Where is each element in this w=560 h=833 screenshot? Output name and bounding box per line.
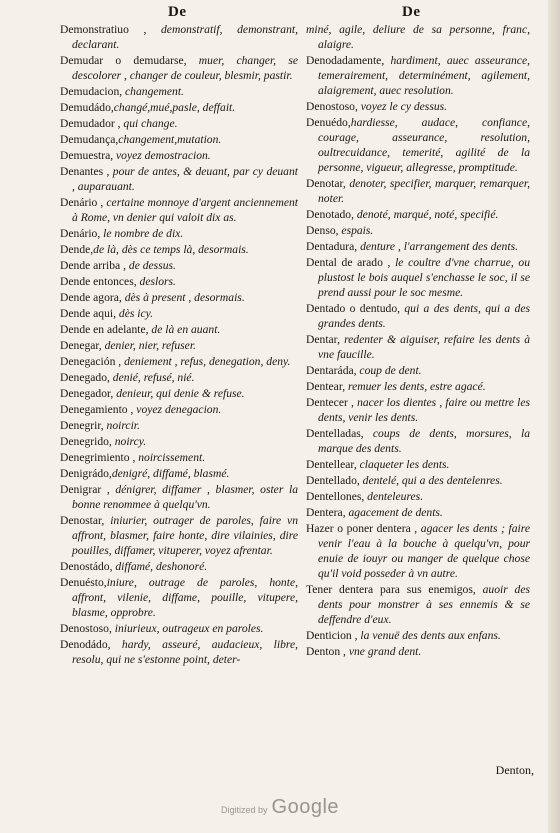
entry-headword: Denigrar , [60,483,110,496]
dictionary-entry [60,338,298,353]
entry-headword: Dentellado, [306,474,360,487]
dictionary-entry [60,434,298,449]
entry-headword: Denostar, [60,514,105,527]
entry-translation: demonstratif, demonstrant, declarant. [72,23,298,51]
dictionary-entry [306,115,530,175]
dictionary-entry [60,290,298,305]
dictionary-entry [306,628,530,643]
dictionary-entry [306,505,530,520]
entry-translation: denier, nier, refuser. [101,339,196,352]
entry-headword: Dentar, [306,333,340,346]
entry-translation: dès icy. [116,307,154,320]
entry-translation: remuer les dents, estre agacé. [345,380,486,393]
dictionary-entry [60,637,298,667]
entry-translation: denoter, specifier, marquer, remarquer, noter. [318,177,530,205]
dictionary-entry [60,559,298,574]
dictionary-entry [306,53,530,98]
dictionary-entry [60,148,298,163]
entry-translation: qui change. [120,117,178,130]
entry-headword: Dentear, [306,380,346,393]
entry-headword: Demudar o demudarse, [60,54,187,67]
entry-translation: espais. [338,224,374,237]
dictionary-entry [60,575,298,620]
entry-headword: Denegación , [60,355,122,368]
entry-translation: nacer los dientes , faire ou mettre les dents, venir les dents. [318,396,530,424]
dictionary-entry [60,258,298,273]
entry-translation: dès à present , desormais. [121,291,245,304]
dictionary-entry [60,53,298,83]
entry-translation: denoté, marqué, noté, specifié. [353,208,499,221]
dictionary-entry [60,242,298,257]
dictionary-entry [60,274,298,289]
entry-translation: dénigrer, diffamer , blasmer, oster la bonne renommee à quelqu'vn. [72,483,298,511]
dictionary-entry [306,255,530,300]
entry-translation: deniement , refus, denegation, deny. [121,355,291,368]
entry-headword: Dende arriba , [60,259,126,272]
entry-headword: Dentellones, [306,490,365,503]
entry-translation: agacement de dents. [345,506,443,519]
running-head-right: De [402,4,421,20]
entry-translation: la venuë des dents aux enfans. [357,629,501,642]
dictionary-entry [60,482,298,512]
dictionary-entry [60,322,298,337]
dictionary-entry [60,116,298,131]
entry-headword: Dentelladas, [306,427,364,440]
dictionary-entry [60,466,298,481]
entry-headword: Denário , [60,196,104,209]
entry-translation: le coultre d'vne charrue, ou plustost le bois auquel s'enchasse le soc, il se prend aussi pour le soc mesme. [318,256,530,299]
dictionary-entry [60,621,298,636]
entry-headword: Denso, [306,224,339,237]
entry-headword: Denegamiento , [60,403,134,416]
google-logo: Google [271,796,340,818]
entry-headword: Dental de arado , [306,256,391,269]
entry-headword: Denostoso, [60,622,112,635]
dictionary-entry [306,395,530,425]
entry-translation: de là, dès ce temps là, desormais. [93,243,249,256]
entry-translation: auoir des dents pour monstrer à ses ennemis & se deffendre d'eux. [318,583,531,626]
dictionary-entry [306,223,530,238]
entry-headword: Denegrido, [60,435,112,448]
entry-translation: agacer les dents ; faire venir l'eau à la bouche à quelqu'vn, pour enuie de iouyr ou manger de quelque chose qu'il void posseder à vn autre. [318,522,530,580]
dictionary-entry [306,457,530,472]
entry-headword: Demudança, [60,133,119,146]
entry-headword: Tener dentera para sus enemigos, [306,583,476,596]
entry-translation: coups de dents, morsures, la marque des dents. [318,427,530,455]
entry-translation: voyez demostracion. [113,149,211,162]
entry-headword: Dende, [60,243,94,256]
entry-translation: vne grand dent. [345,645,422,658]
entry-translation: qui a des dents, qui a des grandes dents. [318,302,530,330]
dictionary-entry [306,644,530,659]
entry-translation: changement. [122,85,184,98]
entry-headword: Dende en adelante, [60,323,149,336]
entry-translation: voyez denegacion. [133,403,222,416]
dictionary-entry [306,521,530,581]
entry-headword: Denegador, [60,387,114,400]
entry-translation: pour de antes, & deuant, par cy deuant , auparauant. [72,165,298,193]
entry-headword: Denegado, [60,371,110,384]
entry-headword: Dentado o dentudo, [306,302,401,315]
entry-translation: hardy, asseuré, audacieux, libre, resolu, qui ne s'estonne point, deter- [72,638,298,666]
entry-translation: denteleures. [364,490,424,503]
dictionary-entry [306,582,530,627]
entry-translation: redenter & aiguiser, refaire les dents à vne faucille. [318,333,530,361]
running-head-left: De [168,4,187,20]
dictionary-entry [306,239,530,254]
entry-translation: dentelé, qui a des dentelenres. [359,474,503,487]
dictionary-entry [60,402,298,417]
entry-headword: Denigrádo, [60,467,112,480]
dictionary-entry [60,513,298,558]
entry-headword: Denotar, [306,177,346,190]
right-column [306,22,530,660]
dictionary-entry [306,22,530,52]
entry-translation: iniurieux, outrageux en paroles. [111,622,264,635]
catchword: Denton, [495,763,534,777]
dictionary-entry [306,99,530,114]
entry-headword: Denton , [306,645,346,658]
digitized-footer [0,796,560,819]
dictionary-entry [60,370,298,385]
entry-headword: Denegrir, [60,419,104,432]
dictionary-entry [60,195,298,225]
entry-headword: Denodádo, [60,638,111,651]
entry-headword: Dende aqui, [60,307,117,320]
entry-headword: Denegrimiento , [60,451,136,464]
entry-headword: Demonstratiuo , [60,23,147,36]
dictionary-entry [60,132,298,147]
entry-translation: hardiment, auec asseurance, temerairement, determinément, agilement, alaigrement, auec resolution. [318,54,530,97]
entry-translation: noircir. [103,419,140,432]
entry-headword: Dende agora, [60,291,122,304]
dictionary-entry [60,164,298,194]
dictionary-entry [60,306,298,321]
dictionary-entry [306,176,530,206]
entry-headword: Dentellear, [306,458,357,471]
entry-headword: Denostoso, [306,100,358,113]
entry-translation: iniurier, outrager de paroles, faire vn affront, blasmer, faire honte, dire vilainies, dire pouilles, diffamer, vituperer, voyez afrentar. [72,514,298,557]
dictionary-entry [306,426,530,456]
dictionary-entry [306,207,530,222]
entry-translation: voyez le cy dessus. [357,100,448,113]
dictionary-entry [60,226,298,241]
entry-headword: Dentecer , [306,396,354,409]
dictionary-entry [306,332,530,362]
entry-headword: Denuésto, [60,576,107,589]
footer-prefix: Digitized by [220,805,268,815]
entry-translation: diffamé, deshonoré. [112,560,208,573]
entry-headword: Demudador , [60,117,121,130]
entry-headword: Denantes , [60,165,110,178]
entry-translation: de là en auant. [148,323,221,336]
entry-translation: noircissement. [135,451,206,464]
entry-translation: deslors. [136,275,176,288]
entry-translation: miné, agile, deliure de sa personne, franc, alaigre. [306,23,530,51]
dictionary-entry [306,473,530,488]
page-edge [548,0,560,833]
entry-translation: changé,mué,pasle, deffait. [113,101,236,114]
dictionary-entry [60,450,298,465]
dictionary-entry [306,379,530,394]
entry-translation: hardiesse, audace, confiance, courage, asseurance, resolution, oultrecuidance, temerité, agilité de la personne, vigueur, allegresse, promptitude. [318,116,530,174]
entry-headword: Denegar, [60,339,102,352]
entry-translation: muer, changer, se descolorer , changer de couleur, blesmir, pastir. [72,54,298,82]
entry-headword: Dentaráda, [306,364,357,377]
entry-translation: coup de dent. [356,364,422,377]
entry-headword: Dentera, [306,506,346,519]
dictionary-entry [306,301,530,331]
entry-translation: denigré, diffamé, blasmé. [111,467,230,480]
entry-headword: Denário, [60,227,101,240]
entry-translation: certaine monnoye d'argent anciennement à Rome, vn denier qui valoit dix as. [72,196,298,224]
entry-headword: Demuestra, [60,149,114,162]
left-column [60,22,298,668]
entry-headword: Demudacion, [60,85,123,98]
entry-headword: Dende entonces, [60,275,137,288]
dictionary-entry [60,100,298,115]
entry-headword: Demudádo, [60,101,114,114]
entry-translation: iniure, outrage de paroles, honte, affront, vilenie, diffame, pouille, vitupere, blasme, opprobre. [72,576,298,619]
entry-headword: Denostádo, [60,560,113,573]
entry-translation: noircy. [111,435,147,448]
entry-translation: denié, refusé, nié. [109,371,195,384]
entry-headword: Denuédo, [306,116,351,129]
dictionary-entry [306,363,530,378]
dictionary-entry [60,22,298,52]
entry-translation: de dessus. [126,259,176,272]
dictionary-entry [60,418,298,433]
entry-translation: denieur, qui denie & refuse. [113,387,245,400]
entry-translation: changement,mutation. [118,133,222,146]
dictionary-entry [60,386,298,401]
entry-headword: Denodadamente, [306,54,385,67]
dictionary-entry [306,489,530,504]
entry-headword: Denotado, [306,208,354,221]
dictionary-entry [60,84,298,99]
entry-headword: Denticion , [306,629,358,642]
entry-translation: denture , l'arrangement des dents. [357,240,518,253]
dictionary-entry [60,354,298,369]
entry-translation: claqueter les dents. [356,458,450,471]
entry-headword: Hazer o poner dentera , [306,522,418,535]
entry-translation: le nombre de dix. [100,227,184,240]
entry-headword: Dentadura, [306,240,358,253]
